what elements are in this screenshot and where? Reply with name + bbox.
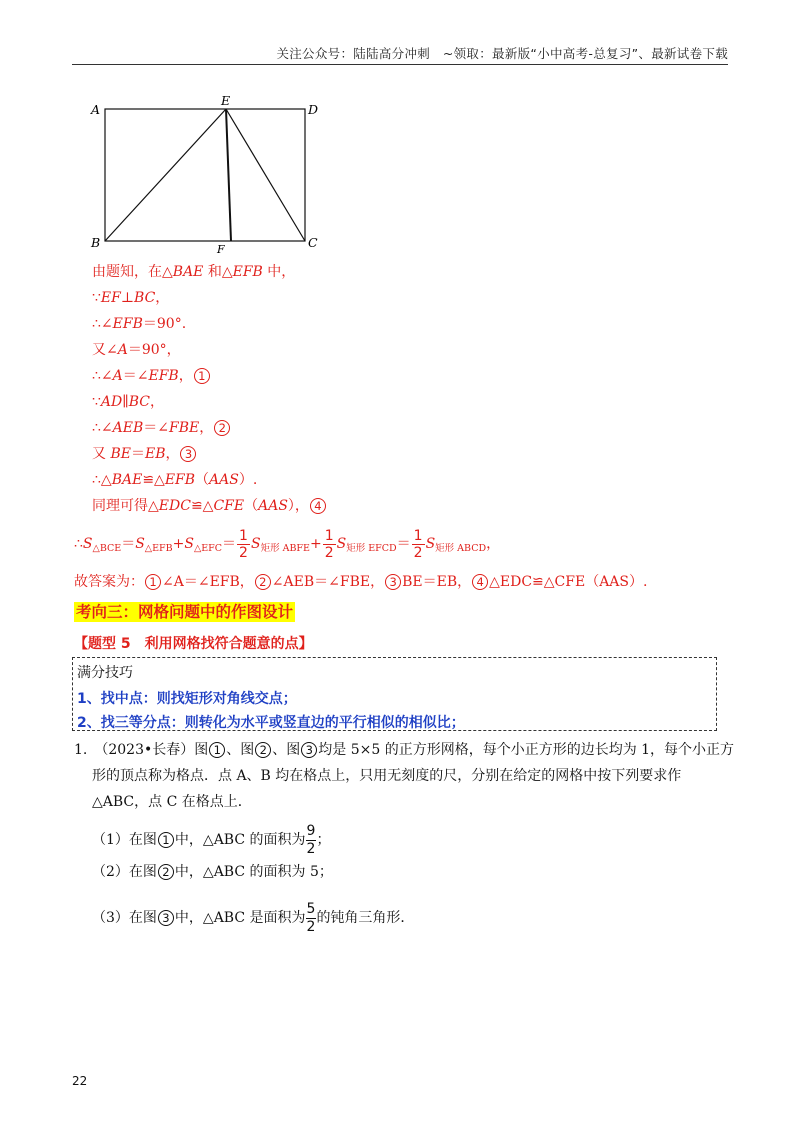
segment-be xyxy=(105,109,226,241)
circled-number-1: 1 xyxy=(194,368,210,384)
question-line-2: 形的顶点称为格点．点 A、B 均在格点上，只用无刻度的尺，分别在给定的网格中按下列要求作 xyxy=(92,768,682,784)
solution-line-3: ∴∠EFB＝90°. xyxy=(92,316,187,332)
solution-line-1: 由题知，在△BAE 和△EFB 中， xyxy=(92,264,296,280)
header-divider xyxy=(72,64,728,65)
segment-ec xyxy=(226,109,305,241)
tips-item-2: 2、找三等分点：则转化为水平或竖直边的平行相似的相似比； xyxy=(77,715,465,731)
rectangle-abcd xyxy=(105,109,305,241)
answer-line: 故答案为： 1 ∠A＝∠EFB， 2 ∠AEB＝∠FBE， 3 BE＝EB， 4 △EDC≌△CFE（AAS）. xyxy=(74,574,648,590)
tips-item-1: 1、找中点：则找矩形对角线交点； xyxy=(77,691,297,707)
solution-line-5: ∴∠A＝∠EFB， 1 xyxy=(92,366,211,386)
solution-line-6: ∵AD∥BC， xyxy=(92,394,164,410)
solution-line-8: 又 BE＝EB， 3 xyxy=(92,444,197,464)
solution-line-4: 又∠A＝90°， xyxy=(92,342,181,358)
segment-ef xyxy=(226,109,231,241)
fraction-half-1: $\frac{1}{2}$ xyxy=(239,527,248,561)
question-line-1: 1. （2023•长春）图 1 、图 2 、图 3 均是 5×5 的正方形网格，每个小正方形的边长均为 1，每个小正方 xyxy=(74,742,735,758)
solution-line-10: 同理可得△EDC≌△CFE（AAS）， 4 xyxy=(92,496,327,516)
tips-box xyxy=(72,657,717,731)
solution-line-2: ∵EF⊥BC， xyxy=(92,290,170,306)
label-d: D xyxy=(308,102,319,117)
label-f: F xyxy=(217,243,225,256)
fraction-half-3: $\frac{1}{2}$ xyxy=(413,527,423,561)
fraction-five-halves: $\frac{5}{2}$ xyxy=(306,900,316,935)
label-e: E xyxy=(221,96,231,108)
label-a: A xyxy=(91,102,101,117)
question-part-1: （1）在图 1 中，△ABC 的面积为 $\frac{9}{2}$ ； xyxy=(92,822,331,857)
circled-number-4: 4 xyxy=(310,498,326,514)
solution-line-7: ∴∠AEB＝∠FBE， 2 xyxy=(92,418,231,438)
question-part-3: （3）在图 3 中，△ABC 是面积为 $\frac{5}{2}$ 的钝角三角形． xyxy=(92,900,415,935)
fraction-nine-halves: $\frac{9}{2}$ xyxy=(306,822,316,857)
question-type-title: 【题型 5 利用网格找符合题意的点】 xyxy=(74,636,313,652)
area-equation: $\therefore S_{\triangle BCE}=S_{\triangle EFB}+S_{\triangle EFC}=$ $\frac{1}{2}$ $S_{矩形 ABFE}+$ $\frac{1}{2}$ $S_{矩形 EFCD}=$ $\frac{1}{2}$ $S_{矩形 ABCD}$， xyxy=(74,527,501,561)
rectangle-diagram xyxy=(88,96,328,256)
question-line-3: △ABC，点 C 在格点上． xyxy=(92,794,252,810)
page-number: 22 xyxy=(72,1074,88,1088)
solution-line-9: ∴△BAE≌△EFB（AAS）. xyxy=(92,472,258,488)
label-c: C xyxy=(308,235,318,250)
label-b: B xyxy=(91,235,101,250)
tips-heading: 满分技巧 xyxy=(77,665,133,681)
section-title: 考向三：网格问题中的作图设计 xyxy=(76,603,294,621)
page-header: 关注公众号：陆陆高分冲刺 ~领取：最新版“小中高考-总复习”、最新试卷下载 xyxy=(276,46,728,61)
circled-number-2: 2 xyxy=(214,420,230,436)
fraction-half-2: $\frac{1}{2}$ xyxy=(324,527,334,561)
question-part-2: （2）在图 2 中，△ABC 的面积为 5； xyxy=(92,864,333,880)
geometry-figure xyxy=(88,96,328,256)
circled-number-3: 3 xyxy=(180,446,196,462)
